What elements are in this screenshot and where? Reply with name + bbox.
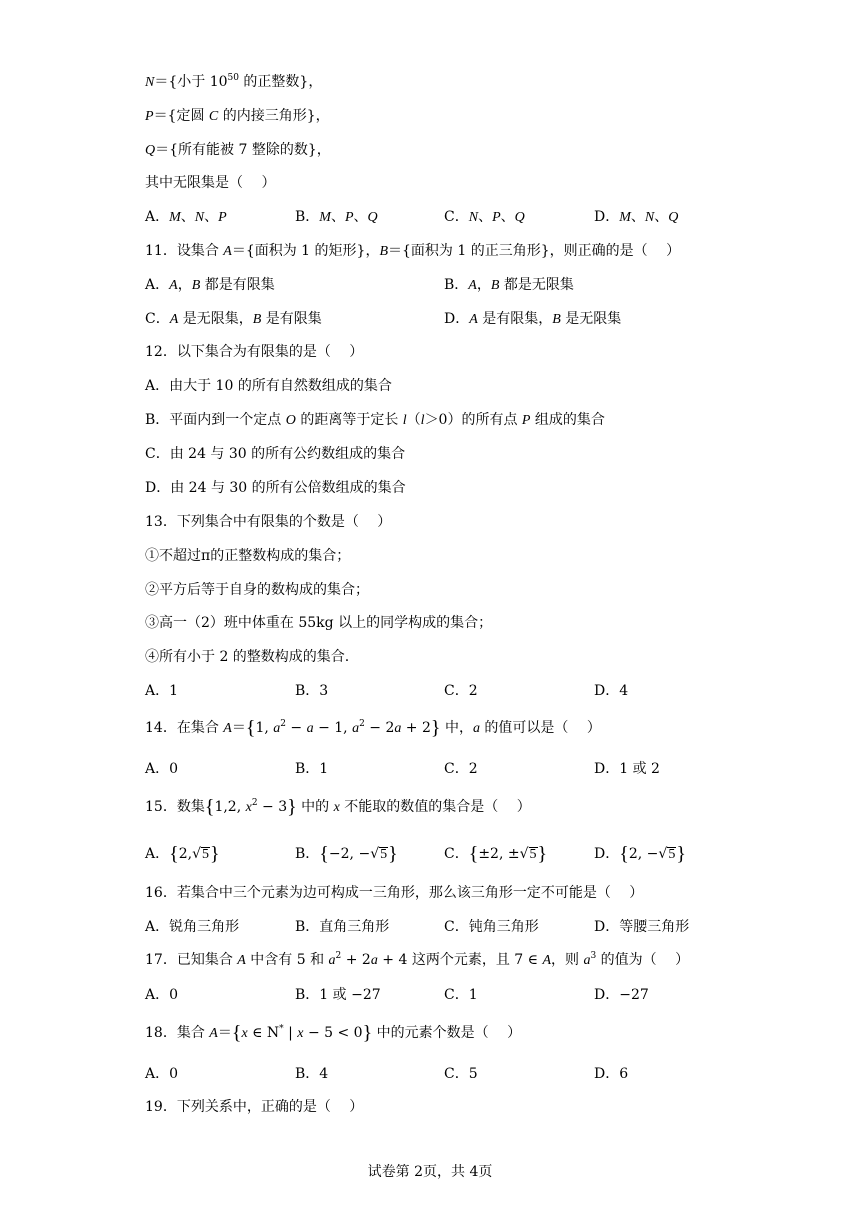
text-segment: P xyxy=(521,413,531,428)
answer-option-d xyxy=(594,680,628,702)
text-segment: 11．设集合 xyxy=(145,243,224,259)
q14-options xyxy=(145,758,765,780)
text-segment: D． xyxy=(444,311,470,327)
text-segment: − 5 < 0 xyxy=(303,1025,363,1041)
answer-option-a xyxy=(145,680,178,702)
text-segment: + 2 xyxy=(401,720,431,736)
answer-option-d xyxy=(594,206,678,229)
text-segment: A． xyxy=(145,209,170,225)
text-segment: A xyxy=(223,244,232,259)
q16-options xyxy=(145,916,765,938)
text-segment: 2 xyxy=(251,798,258,808)
text-segment: A．1 xyxy=(145,683,179,699)
text-segment: B．1 xyxy=(295,761,329,777)
text-segment: B．3 xyxy=(295,683,329,699)
text-segment: a xyxy=(352,721,360,736)
text-segment: 是无限集 xyxy=(560,311,622,327)
q13-options xyxy=(145,680,765,702)
q19-stem xyxy=(145,1097,363,1117)
text-segment: 5 xyxy=(529,847,537,862)
text-segment: 中， xyxy=(440,720,473,736)
text-segment: 、 xyxy=(353,209,368,225)
answer-option-b xyxy=(295,843,398,865)
q12-option-a xyxy=(145,376,392,396)
text-segment: ＝ xyxy=(217,1025,232,1041)
text-segment: D． xyxy=(594,209,620,225)
text-segment: 的值为（ ） xyxy=(596,952,690,968)
text-segment: B xyxy=(191,278,201,293)
text-segment: P xyxy=(218,210,227,225)
text-segment: 、 xyxy=(500,209,515,225)
q11-options-row1 xyxy=(145,274,765,296)
answer-option-a xyxy=(145,758,178,780)
text-segment: } xyxy=(676,843,686,865)
answer-option-b xyxy=(295,916,389,938)
text-segment: 是有限集， xyxy=(477,311,553,327)
text-segment: B xyxy=(490,278,500,293)
text-segment: P xyxy=(145,109,154,124)
answer-option-d xyxy=(594,916,689,938)
text-segment: − 3 xyxy=(257,799,288,815)
text-segment: C xyxy=(208,109,219,124)
q17-options xyxy=(145,984,765,1006)
text-segment: M xyxy=(619,210,631,225)
text-segment: −2, − xyxy=(328,846,371,862)
text-segment: * xyxy=(279,1024,284,1034)
answer-option-d xyxy=(594,758,660,780)
text-segment: B． xyxy=(444,277,469,293)
text-segment: C．5 xyxy=(444,1066,478,1082)
text-segment: D．4 xyxy=(594,683,629,699)
text-segment: a xyxy=(273,721,281,736)
text-segment: 15．数集 xyxy=(145,799,205,815)
text-segment: A xyxy=(169,312,179,327)
text-segment: } xyxy=(537,843,548,865)
set-n-line xyxy=(145,72,322,93)
text-segment: ＝{小于 10 xyxy=(154,74,228,90)
text-segment: ＝{面积为 1 的矩形}， xyxy=(231,243,380,259)
text-segment: a xyxy=(328,953,336,968)
text-segment: 中含有 5 和 xyxy=(245,952,329,968)
text-segment: ＞0）的所有点 xyxy=(424,412,522,428)
text-segment: { xyxy=(319,843,329,865)
text-segment: 、 xyxy=(654,209,669,225)
text-segment: A xyxy=(223,721,232,736)
text-segment: √ xyxy=(658,846,668,862)
text-segment: ＝{面积为 1 的正三角形}，则正确的是（ ） xyxy=(388,243,681,259)
text-segment: a xyxy=(394,721,402,736)
text-segment: A xyxy=(469,312,478,327)
text-segment: 、 xyxy=(478,209,493,225)
text-segment: D．6 xyxy=(594,1066,629,1082)
text-segment: ④所有小于 2 的整数构成的集合. xyxy=(145,649,350,665)
text-segment: 、 xyxy=(180,209,195,225)
answer-option-c xyxy=(444,916,539,938)
text-segment: 、 xyxy=(630,209,645,225)
text-segment: B．直角三角形 xyxy=(295,919,390,935)
text-segment: 19．下列关系中，正确的是（ ） xyxy=(145,1099,364,1115)
text-segment: D．1 或 2 xyxy=(594,761,660,777)
text-segment: A． xyxy=(145,846,170,862)
text-segment: 2, xyxy=(178,846,193,862)
text-segment: − xyxy=(285,720,307,736)
text-segment: P xyxy=(492,210,501,225)
text-segment: 的距离等于定长 xyxy=(295,412,403,428)
text-segment: C．钝角三角形 xyxy=(444,919,539,935)
text-segment: 是有限集 xyxy=(261,311,322,327)
text-segment: { xyxy=(231,1022,242,1044)
q13-item-4 xyxy=(145,647,349,667)
text-segment: ＝{所有能被 7 整除的数}， xyxy=(155,142,331,158)
q18-stem xyxy=(145,1023,521,1044)
text-segment: C． xyxy=(444,846,469,862)
text-segment: 5 xyxy=(380,847,388,862)
text-segment: l xyxy=(402,413,407,428)
text-segment: A．0 xyxy=(145,987,179,1003)
answer-option-b xyxy=(295,984,381,1006)
text-segment: ∈ N xyxy=(247,1025,280,1041)
text-segment: A xyxy=(542,953,551,968)
text-segment: 的内接三角形}， xyxy=(218,108,330,124)
text-segment: 50 xyxy=(227,73,239,83)
text-segment: 是无限集， xyxy=(178,311,253,327)
text-segment: C．2 xyxy=(444,761,478,777)
text-segment: 的正整数}， xyxy=(238,74,323,90)
q13-item-1 xyxy=(145,546,350,566)
answer-option-c xyxy=(444,758,478,780)
text-segment: A．由大于 10 的所有自然数组成的集合 xyxy=(145,378,392,394)
text-segment: 都是有限集 xyxy=(200,277,275,293)
text-segment: { xyxy=(204,796,215,818)
answer-option-a xyxy=(145,1063,178,1085)
text-segment: x xyxy=(333,800,340,815)
text-segment: } xyxy=(210,843,220,865)
text-segment: + 4 这两个元素，且 7 ∈ xyxy=(377,952,543,968)
answer-option-b xyxy=(295,758,328,780)
text-segment: 2 xyxy=(335,951,342,961)
text-segment: O xyxy=(285,413,296,428)
text-segment: B． xyxy=(295,846,320,862)
text-segment: B．1 或 −27 xyxy=(295,987,381,1003)
text-segment: ③高一（2）班中体重在 55kg 以上的同学构成的集合； xyxy=(145,615,493,631)
text-segment: A xyxy=(169,278,178,293)
text-segment: N xyxy=(194,210,205,225)
answer-option-a xyxy=(145,984,178,1006)
text-segment: 14．在集合 xyxy=(145,720,224,736)
answer-option-a xyxy=(145,843,220,865)
answer-option-d xyxy=(594,843,686,865)
q14-stem xyxy=(145,718,601,739)
text-segment: N xyxy=(468,210,479,225)
q11-stem xyxy=(145,241,680,262)
text-segment: 5 xyxy=(202,847,210,862)
text-segment: l xyxy=(420,413,425,428)
text-segment: ， xyxy=(476,277,491,293)
text-segment: 都是无限集 xyxy=(499,277,574,293)
answer-option-c xyxy=(444,843,547,865)
text-segment: Q xyxy=(145,143,156,158)
text-segment: ①不超过π的正整数构成的集合； xyxy=(145,548,351,564)
answer-option-c xyxy=(444,680,478,702)
answer-option-d xyxy=(594,984,649,1006)
answer-option-b xyxy=(295,680,328,702)
text-segment: { xyxy=(468,843,479,865)
text-segment: ±2, ± xyxy=(478,846,520,862)
text-segment: } xyxy=(430,717,441,739)
text-segment: } xyxy=(287,796,297,818)
text-segment: B． xyxy=(295,209,320,225)
answer-option-c xyxy=(444,206,525,229)
text-segment: 2, − xyxy=(628,846,659,862)
answer-option-a xyxy=(145,274,275,297)
text-segment: { xyxy=(245,717,256,739)
text-segment: 2 xyxy=(359,719,365,729)
text-segment: A xyxy=(237,953,246,968)
text-segment: A． xyxy=(145,277,170,293)
text-segment: √ xyxy=(370,846,380,862)
set-q-line xyxy=(145,140,331,161)
text-segment: x xyxy=(241,1026,248,1041)
text-segment: 不能取的数值的集合是（ ） xyxy=(339,799,531,815)
q11-options-row2 xyxy=(145,308,765,330)
text-segment: { xyxy=(169,843,179,865)
text-segment: } xyxy=(388,843,398,865)
text-segment: ＝ xyxy=(231,720,246,736)
answer-option-b xyxy=(295,1063,328,1085)
text-segment: 16．若集合中三个元素为边可构成一三角形，那么该三角形一定不可能是（ ） xyxy=(145,885,644,901)
text-segment: √ xyxy=(519,846,529,862)
text-segment: A xyxy=(209,1026,218,1041)
text-segment: B．平面内到一个定点 xyxy=(145,412,286,428)
answer-option-a xyxy=(145,206,227,229)
text-segment: Q xyxy=(514,210,525,225)
answer-option-b xyxy=(295,206,378,229)
text-segment: 组成的集合 xyxy=(530,412,605,428)
text-segment: 其中无限集是（ ） xyxy=(145,175,276,191)
text-segment: Q xyxy=(668,210,679,225)
q15-options xyxy=(145,843,765,865)
text-segment: ＝{定圆 xyxy=(153,108,209,124)
text-segment: B．4 xyxy=(295,1066,329,1082)
answer-option-d xyxy=(594,1063,628,1085)
q13-item-3 xyxy=(145,613,492,633)
q12-option-d xyxy=(145,478,406,498)
q17-stem xyxy=(145,950,689,971)
text-segment: 5 xyxy=(668,847,676,862)
text-segment: Q xyxy=(367,210,378,225)
text-segment: 13．下列集合中有限集的个数是（ ） xyxy=(145,514,392,530)
text-segment: ②平方后等于自身的数构成的集合； xyxy=(145,582,369,598)
q10-stem xyxy=(145,173,275,193)
text-segment: 、 xyxy=(330,209,345,225)
q13-item-2 xyxy=(145,580,369,600)
text-segment: 18．集合 xyxy=(145,1025,210,1041)
answer-option-d xyxy=(444,308,621,331)
q12-stem xyxy=(145,342,363,362)
answer-option-a xyxy=(145,916,239,938)
text-segment: A．0 xyxy=(145,761,179,777)
q16-stem xyxy=(145,883,643,903)
text-segment: ， xyxy=(177,277,192,293)
text-segment: C．由 24 与 30 的所有公约数组成的集合 xyxy=(145,446,406,462)
text-segment: 12．以下集合为有限集的是（ ） xyxy=(145,344,364,360)
text-segment: B xyxy=(379,244,389,259)
text-segment: 1, xyxy=(255,720,274,736)
text-segment: D．等腰三角形 xyxy=(594,919,690,935)
q13-stem xyxy=(145,512,391,532)
text-segment: 3 xyxy=(590,951,597,961)
text-segment: a xyxy=(472,721,480,736)
text-segment: N xyxy=(644,210,655,225)
text-segment: D．由 24 与 30 的所有公倍数组成的集合 xyxy=(145,480,406,496)
q12-option-c xyxy=(145,444,405,464)
text-segment: | xyxy=(283,1025,298,1041)
q12-option-b xyxy=(145,410,605,431)
text-segment: B xyxy=(552,312,561,327)
text-segment: a xyxy=(583,953,591,968)
text-segment: 中的元素个数是（ ） xyxy=(372,1025,522,1041)
text-segment: A．0 xyxy=(145,1066,179,1082)
text-segment: } xyxy=(362,1022,373,1044)
text-segment: 、 xyxy=(204,209,219,225)
text-segment: 中的 xyxy=(296,799,334,815)
text-segment: M xyxy=(169,210,181,225)
text-segment: 的值可以是（ ） xyxy=(479,720,601,736)
text-segment: P xyxy=(344,210,354,225)
answer-option-b xyxy=(444,274,574,297)
text-segment: C．2 xyxy=(444,683,478,699)
text-segment: M xyxy=(319,210,331,225)
q15-stem xyxy=(145,797,531,818)
q10-options xyxy=(145,206,765,228)
text-segment: D． xyxy=(594,846,620,862)
text-segment: x xyxy=(245,800,252,815)
text-segment: 17．已知集合 xyxy=(145,952,238,968)
text-segment: √ xyxy=(192,846,202,862)
text-segment: N xyxy=(145,75,155,90)
text-segment: （ xyxy=(406,412,421,428)
answer-option-c xyxy=(444,984,478,1006)
text-segment: x xyxy=(297,1026,304,1041)
set-p-line xyxy=(145,106,330,127)
answer-option-c xyxy=(145,308,322,331)
text-segment: 2 xyxy=(280,719,286,729)
text-segment: A．锐角三角形 xyxy=(145,919,240,935)
text-segment: a xyxy=(370,953,378,968)
q18-options xyxy=(145,1063,765,1085)
text-segment: B xyxy=(252,312,262,327)
text-segment: ，则 xyxy=(551,952,584,968)
text-segment: A xyxy=(468,278,477,293)
text-segment: a xyxy=(306,721,314,736)
text-segment: 1,2, xyxy=(214,799,246,815)
text-segment: { xyxy=(619,843,629,865)
text-segment: − 2 xyxy=(364,720,395,736)
text-segment: C． xyxy=(444,209,469,225)
text-segment: C． xyxy=(145,311,170,327)
answer-option-c xyxy=(444,1063,478,1085)
page-footer: 试卷第 2页，共 4页 xyxy=(367,1164,493,1180)
text-segment: D．−27 xyxy=(594,987,649,1003)
text-segment: + 2 xyxy=(341,952,371,968)
text-segment: C．1 xyxy=(444,987,478,1003)
text-segment: − 1, xyxy=(313,720,353,736)
